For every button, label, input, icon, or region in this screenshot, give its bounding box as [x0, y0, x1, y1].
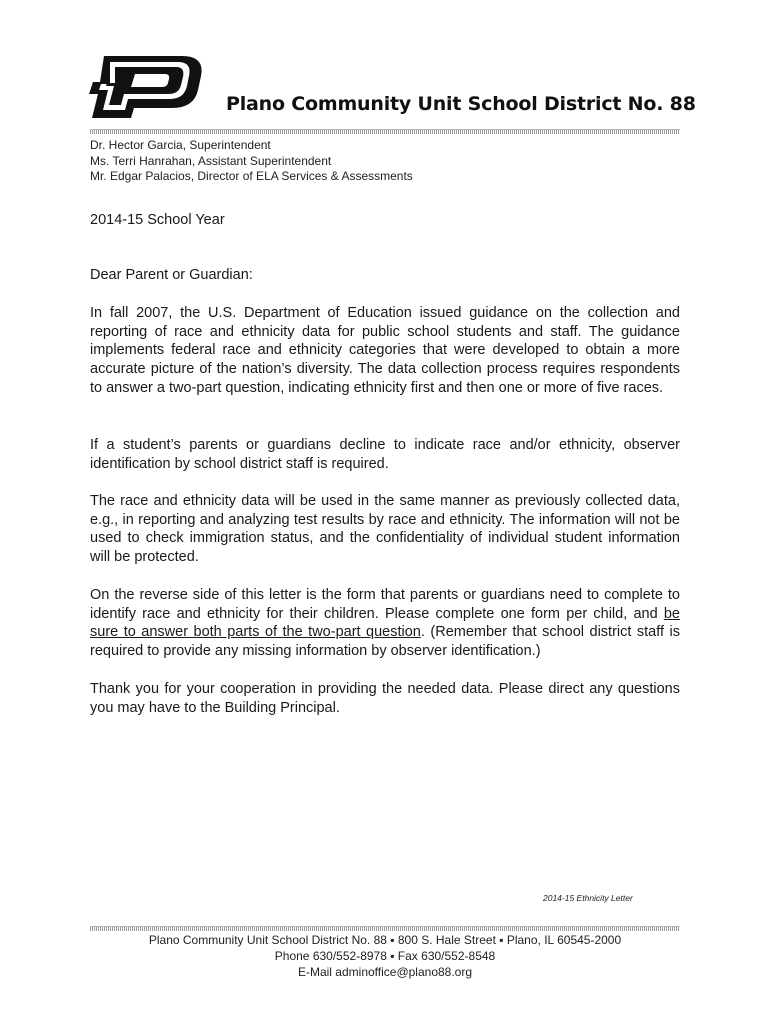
staff-superintendent: Dr. Hector Garcia, Superintendent — [90, 138, 271, 152]
header-divider — [90, 129, 680, 134]
footer-phone-fax: Phone 630/552-8978 ▪ Fax 630/552-8548 — [274, 949, 496, 963]
letter-reference: 2014-15 Ethnicity Letter — [543, 893, 633, 903]
paragraph-observer-identification: If a student’s parents or guardians decline to indicate race and/or ethnicity, observer identification by school district staff is required. — [90, 437, 680, 472]
salutation: Dear Parent or Guardian: — [90, 267, 253, 283]
paragraph-form-instructions — [90, 586, 680, 661]
paragraph-data-use: The race and ethnicity data will be used in the same manner as previously collected data, e.g., in reporting and analyzing test results by race and ethnicity. The information will not be used to check immigration status, and the confidentiality of individual student information will be protected. — [90, 493, 680, 566]
form-instructions-text: On the reverse side of this letter is the form that parents or guardians need to complete to identify race and ethnicity for their children. Please complete one form per child, and — [90, 587, 680, 622]
form-instructions-note: . (Remember that school district staff is required to provide any missing information by observer identification.) — [90, 624, 680, 660]
staff-list — [90, 138, 413, 185]
footer-divider — [90, 926, 680, 931]
paragraph-guidance: In fall 2007, the U.S. Department of Education issued guidance on the collection and reporting of race and ethnicity data for public school students and staff. The guidance implements federal race and ethnicity categories that were developed to obtain a more accurate picture of the nation’s diversity. The data collection process requires respondents to answer a two-part question, indicating ethnicity first and then one or more of five races. — [90, 305, 680, 396]
staff-assistant-superintendent: Ms. Terri Hanrahan, Assistant Superintendent — [90, 153, 332, 168]
footer — [90, 932, 680, 980]
paragraph-thank-you: Thank you for your cooperation in providing the needed data. Please direct any questions you may have to the Building Principal. — [90, 681, 680, 716]
footer-address: Plano Community Unit School District No. 88 ▪ 800 S. Hale Street ▪ Plano, IL 60545-2000 — [148, 933, 622, 947]
district-title: Plano Community Unit School District No. 88 — [226, 93, 696, 115]
two-part-question-emphasis: be sure to answer both parts of the two-part question — [90, 605, 680, 641]
staff-director-ela: Mr. Edgar Palacios, Director of ELA Services & Assessments — [90, 169, 413, 183]
school-year: 2014-15 School Year — [90, 212, 225, 228]
plano-p-logo-icon — [88, 52, 206, 120]
footer-email: E-Mail adminoffice@plano88.org — [297, 965, 473, 979]
